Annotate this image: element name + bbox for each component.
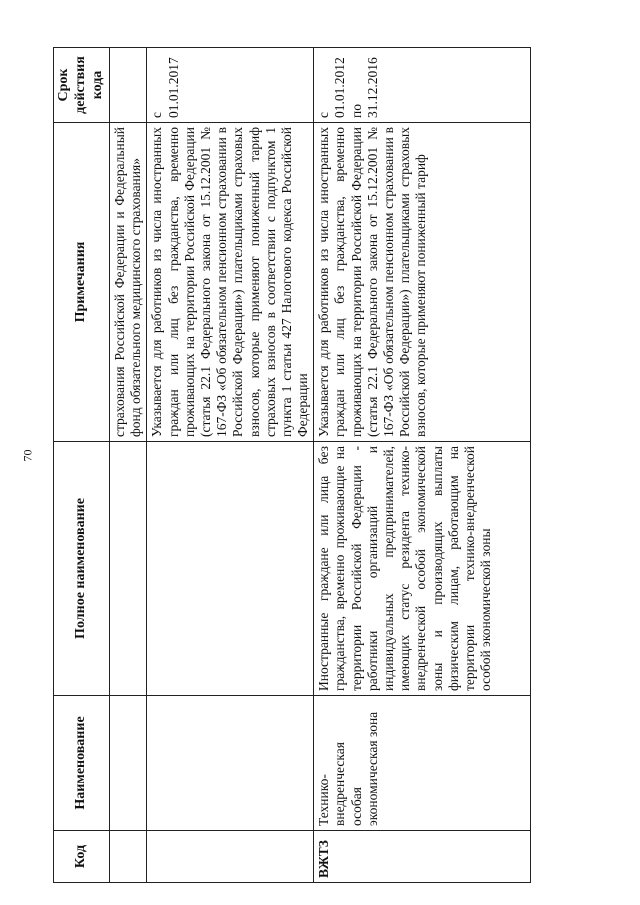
cell-term xyxy=(110,48,147,123)
cell-notes: Указывается для работников из числа иностранных граждан или лиц без гражданства, временно проживающих на территории Российской Федерации (статья 22.1 Федерального закона от 15.12.2001 № 167-ФЗ «Об обязательном пенсионном страховании в Российской Федерации») плательщиками страховых взносов, которые применяют пониженный тариф страховых взносов в соответствии с подпунктом 1 пункта 1 статьи 427 Налогового кодекса Российской Федерации xyxy=(147,123,314,442)
table-row xyxy=(147,48,314,883)
cell-term: с 01.01.2017 xyxy=(147,48,314,123)
cell-code xyxy=(147,831,314,883)
cell-notes: страхования Российской Федерации и Федеральный фонд обязательного медицинского страхования» xyxy=(110,123,147,442)
table-row xyxy=(110,48,147,883)
cell-notes: Указывается для работников из числа иностранных граждан или лиц без гражданства, временно проживающих на территории Российской Федерации (статья 22.1 Федерального закона от 15.12.2001 № 167-ФЗ «Об обязательном пенсионном страховании в Российской Федерации») плательщиками страховых взносов, которые применяют пониженный тариф xyxy=(314,123,531,442)
table-header-row xyxy=(54,48,110,883)
header-full-name: Полное наименование xyxy=(54,442,110,696)
cell-name xyxy=(147,696,314,831)
header-name: Наименование xyxy=(54,696,110,831)
header-code: Код xyxy=(54,831,110,883)
cell-full-name xyxy=(147,442,314,696)
cell-full-name: Иностранные граждане или лица без гражданства, временно проживающие на территории Российской Федерации - работники организаций и индивидуальных предпринимателей, имеющих статус резидента технико-внедренческой особой экономической зоны и производящих выплаты физическим лицам, работающим на территории технико-внедренческой особой экономической зоны xyxy=(314,442,531,696)
cell-name xyxy=(110,696,147,831)
page-number: 70 xyxy=(20,449,35,462)
cell-code xyxy=(110,831,147,883)
cell-name: Технико-внедренческая особая экономическая зона xyxy=(314,696,531,831)
cell-code: ВЖТЗ xyxy=(314,831,531,883)
table-row xyxy=(314,48,531,883)
header-term: Срок действия кода xyxy=(54,48,110,123)
cell-full-name xyxy=(110,442,147,696)
cell-term: с 01.01.2012 по 31.12.2016 xyxy=(314,48,531,123)
rotated-table-container xyxy=(53,48,494,883)
codes-table xyxy=(53,47,531,883)
header-notes: Примечания xyxy=(54,123,110,442)
